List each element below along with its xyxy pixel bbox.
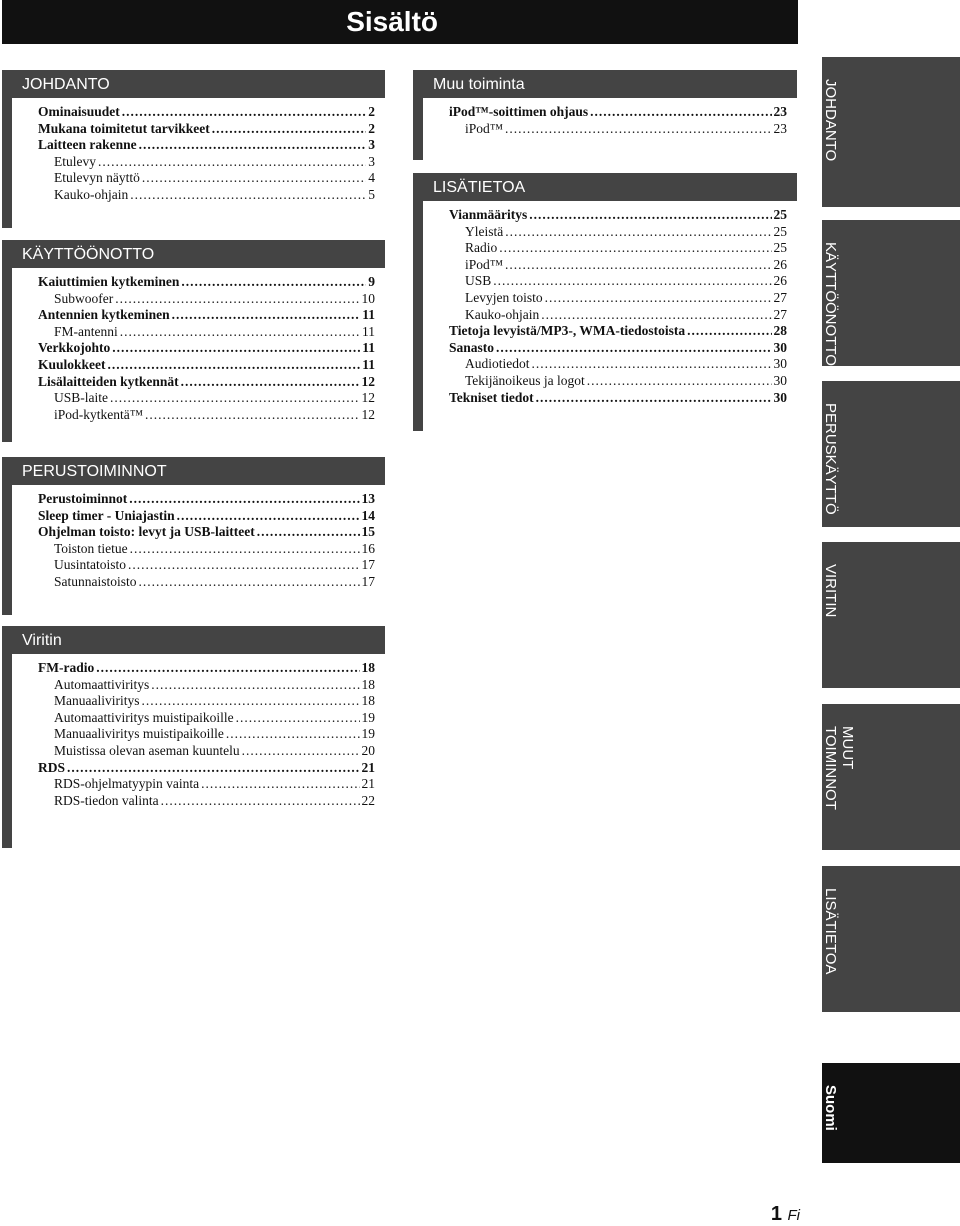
toc-entry[interactable] [38,760,375,777]
dot-leader [529,207,771,224]
toc-section [413,173,797,431]
side-tab-label: JOHDANTO [822,79,839,162]
toc-entry[interactable] [38,743,375,760]
entry-page: 17 [361,557,375,573]
toc-entry[interactable] [449,340,787,357]
entry-label: Toiston tietue [54,540,128,556]
entry-page: 12 [361,373,375,389]
toc-entry[interactable] [38,491,375,508]
section-heading: LISÄTIETOA [413,173,797,201]
toc-entry[interactable] [38,274,375,291]
entry-label: Kauko-ohjain [465,306,540,322]
toc-entry[interactable] [38,390,375,407]
entry-label: Tekijänoikeus ja logot [465,372,585,388]
entry-page: 3 [368,137,375,153]
dot-leader [172,307,361,324]
toc-entry[interactable] [38,324,375,341]
dot-leader [145,407,360,424]
dot-leader [532,356,772,373]
entry-page: 15 [361,524,375,540]
toc-section [2,626,385,848]
entry-page: 27 [773,306,787,322]
dot-leader [161,793,360,810]
dot-leader [141,693,359,710]
toc-entry[interactable] [449,257,787,274]
entry-label: FM-antenni [54,323,118,339]
entry-page: 21 [361,776,375,792]
entry-label: Laitteen rakenne [38,137,137,153]
toc-entry[interactable] [449,390,787,407]
entry-page: 25 [773,207,787,222]
entry-label: Etulevyn näyttö [54,170,140,186]
toc-entry[interactable] [449,240,787,257]
toc-entry[interactable] [38,541,375,558]
entry-label: Manuaaliviritys [54,693,140,709]
section-heading: KÄYTTÖÖNOTTO [2,240,385,268]
entry-label: Levyjen toisto [465,289,543,305]
toc-entry[interactable] [38,557,375,574]
entry-page: 19 [361,726,375,742]
toc-entry[interactable] [38,104,375,121]
entry-list [423,98,797,137]
dot-leader [130,187,366,204]
entry-label: FM-radio [38,660,95,675]
entry-label: iPod™-soittimen ohjaus [449,104,589,119]
toc-entry[interactable] [38,793,375,810]
entry-page: 12 [361,390,375,406]
section-heading: Muu toiminta [413,70,797,98]
dot-leader [505,257,772,274]
entry-label: RDS-tiedon valinta [54,792,159,808]
toc-entry[interactable] [449,121,787,138]
toc-entry[interactable] [449,290,787,307]
entry-list [423,201,797,406]
dot-leader [226,726,360,743]
entry-label: RDS [38,759,66,775]
dot-leader [499,240,771,257]
entry-label: Vianmääritys [449,207,528,222]
entry-label: Verkkojohto [38,340,111,356]
page-footer [771,1203,800,1226]
entry-page: 11 [362,340,375,356]
entry-list [12,485,385,591]
entry-page: 5 [368,186,375,202]
toc-entry[interactable] [38,154,375,171]
toc-entry[interactable] [38,710,375,727]
dot-leader [257,524,360,541]
entry-page: 17 [361,573,375,589]
entry-page: 10 [361,290,375,306]
side-tab-label: VIRITIN [822,564,839,618]
entry-label: Sleep timer - Uniajastin [38,507,175,523]
dot-leader [139,574,360,591]
dot-leader [505,224,771,241]
entry-page: 11 [362,323,375,339]
entry-label: Tekniset tiedot [449,389,534,405]
side-tab[interactable] [822,220,960,366]
toc-entry[interactable] [38,524,375,541]
entry-list [12,98,385,204]
entry-page: 23 [773,104,787,119]
entry-label: Tietoja levyistä/MP3-, WMA-tiedostoista [449,323,686,339]
dot-leader [120,324,360,341]
entry-label: Manuaaliviritys muistipaikoille [54,726,224,742]
entry-label: USB-laite [54,390,108,406]
dot-leader [98,154,366,171]
toc-entry[interactable] [38,677,375,694]
toc-section [2,70,385,228]
dot-leader [687,323,771,340]
page-language: Fi [787,1207,800,1224]
entry-page: 30 [773,389,787,405]
toc-entry[interactable] [449,104,787,121]
entry-label: RDS-ohjelmatyypin vainta [54,776,200,792]
side-tab[interactable] [822,381,960,527]
entry-label: Ominaisuudet [38,104,120,119]
entry-page: 27 [773,289,787,305]
dot-leader [242,743,360,760]
toc-entry[interactable] [38,340,375,357]
dot-leader [541,307,771,324]
entry-label: Kaiuttimien kytkeminen [38,274,180,289]
toc-entry[interactable] [38,776,375,793]
dot-leader [96,660,359,677]
dot-leader [108,357,361,374]
toc-section [413,70,797,160]
entry-label: Perustoiminnot [38,491,128,506]
toc-entry[interactable] [38,307,375,324]
dot-leader [505,121,772,138]
dot-leader [112,340,360,357]
dot-leader [139,137,367,154]
toc-entry[interactable] [449,273,787,290]
section-heading: PERUSTOIMINNOT [2,457,385,485]
toc-entry[interactable] [449,224,787,241]
dot-leader [536,390,772,407]
side-tab-label: LISÄTIETOA [822,888,839,975]
toc-section [2,457,385,615]
toc-entry[interactable] [449,323,787,340]
entry-label: Kuulokkeet [38,356,106,372]
entry-page: 30 [773,372,787,388]
dot-leader [128,557,359,574]
toc-entry[interactable] [38,574,375,591]
dot-leader [129,491,359,508]
entry-page: 18 [361,693,375,709]
entry-page: 13 [361,491,375,506]
entry-page: 21 [361,759,375,775]
dot-leader [212,121,367,138]
page-number: 1 [770,1203,782,1225]
entry-list [12,654,385,809]
toc-entry[interactable] [38,187,375,204]
entry-label: Radio [465,240,498,256]
entry-page: 25 [773,240,787,256]
toc-entry[interactable] [449,207,787,224]
toc-entry[interactable] [38,726,375,743]
entry-page: 18 [361,676,375,692]
toc-entry[interactable] [38,170,375,187]
entry-label: Sanasto [449,339,495,355]
entry-page: 30 [773,339,787,355]
entry-page: 14 [361,507,375,523]
dot-leader [201,776,359,793]
side-tab-label: PERUSKÄYTTÖ [822,403,839,515]
entry-label: Automaattiviritys muistipaikoille [54,709,234,725]
toc-entry[interactable] [38,121,375,138]
toc-entry[interactable] [38,660,375,677]
entry-page: 26 [773,256,787,272]
entry-list [12,268,385,423]
dot-leader [130,541,360,558]
entry-page: 4 [368,170,375,186]
entry-label: Subwoofer [54,290,114,306]
entry-label: Ohjelman toisto: levyt ja USB-laitteet [38,524,255,540]
toc-entry[interactable] [449,373,787,390]
entry-page: 16 [361,540,375,556]
entry-page: 12 [361,406,375,422]
side-tab-label: MUUT TOIMINNOT [822,726,856,810]
entry-page: 30 [773,356,787,372]
entry-page: 26 [773,273,787,289]
entry-label: Lisälaitteiden kytkennät [38,373,179,389]
entry-page: 3 [368,153,375,169]
entry-label: USB [465,273,492,289]
entry-label: Uusintatoisto [54,557,127,573]
side-tab[interactable] [822,1063,960,1163]
toc-entry[interactable] [449,356,787,373]
side-tab[interactable] [822,866,960,1012]
entry-label: Audiotiedot [465,356,530,372]
toc-entry[interactable] [449,307,787,324]
toc-entry[interactable] [38,407,375,424]
dot-leader [142,170,366,187]
entry-page: 22 [361,792,375,808]
dot-leader [122,104,366,121]
entry-label: Satunnaistoisto [54,573,137,589]
dot-leader [115,291,359,308]
entry-label: Yleistä [465,223,504,239]
side-tab[interactable] [822,542,960,688]
page-title: Sisältö [2,0,798,44]
entry-label: Mukana toimitetut tarvikkeet [38,120,210,136]
entry-page: 2 [368,120,375,136]
toc-entry[interactable] [38,137,375,154]
toc-entry[interactable] [38,693,375,710]
dot-leader [181,374,360,391]
dot-leader [67,760,359,777]
entry-label: Muistissa olevan aseman kuuntelu [54,742,240,758]
entry-page: 23 [773,120,787,136]
entry-label: Antennien kytkeminen [38,307,170,323]
entry-label: Kauko-ohjain [54,186,129,202]
toc-entry[interactable] [38,508,375,525]
dot-leader [496,340,771,357]
dot-leader [177,508,360,525]
entry-page: 2 [368,104,375,119]
toc-entry[interactable] [38,357,375,374]
entry-label: iPod™ [465,256,503,272]
section-heading: Viritin [2,626,385,654]
entry-page: 18 [361,660,375,675]
dot-leader [151,677,359,694]
dot-leader [587,373,772,390]
entry-page: 19 [361,709,375,725]
side-tab[interactable] [822,704,960,850]
dot-leader [493,273,771,290]
toc-entry[interactable] [38,291,375,308]
side-tab[interactable] [822,57,960,207]
dot-leader [545,290,772,307]
section-heading: JOHDANTO [2,70,385,98]
entry-label: iPod-kytkentä™ [54,406,143,422]
toc-section [2,240,385,442]
toc-entry[interactable] [38,374,375,391]
entry-page: 11 [362,356,375,372]
side-tab-label: KÄYTTÖÖNOTTO [822,242,839,366]
dot-leader [110,390,360,407]
entry-page: 11 [362,307,375,323]
dot-leader [236,710,360,727]
entry-page: 25 [773,223,787,239]
dot-leader [181,274,366,291]
entry-label: Etulevy [54,153,96,169]
dot-leader [590,104,771,121]
entry-page: 28 [773,323,787,339]
entry-label: iPod™ [465,120,503,136]
entry-page: 20 [361,742,375,758]
entry-label: Automaattiviritys [54,676,150,692]
entry-page: 9 [368,274,375,289]
side-tab-label: Suomi [822,1085,839,1131]
